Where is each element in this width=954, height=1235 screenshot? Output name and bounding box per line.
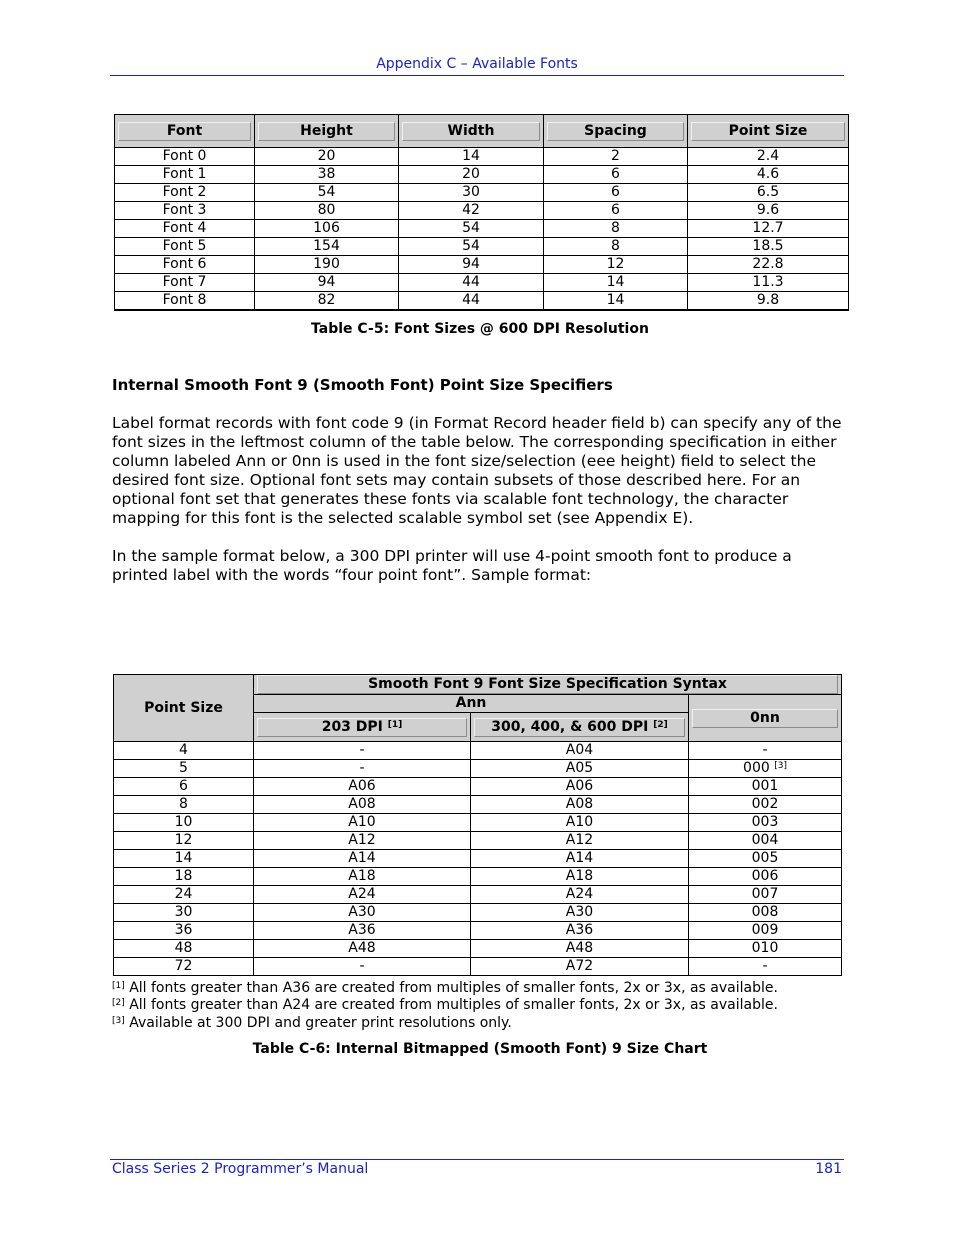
cell: A24: [254, 886, 471, 904]
cell: 22.8: [688, 256, 849, 274]
cell: Font 0: [115, 148, 255, 166]
cell: 18.5: [688, 238, 849, 256]
cell: 24: [114, 886, 254, 904]
section-heading: Internal Smooth Font 9 (Smooth Font) Point Size Specifiers: [112, 376, 613, 394]
cell: 6: [544, 184, 688, 202]
cell: A30: [254, 904, 471, 922]
cell: Font 7: [115, 274, 255, 292]
table-row: [114, 868, 842, 886]
cell: -: [689, 958, 842, 976]
cell: A36: [471, 922, 689, 940]
table-row: [115, 256, 849, 274]
cell: 48: [114, 940, 254, 958]
cell: 14: [399, 148, 544, 166]
table-row: [115, 148, 849, 166]
body-paragraph: Label format records with font code 9 (in Format Record header field b) can specify any of the font sizes in the leftmost column of the table below. The corresponding specification in either column labeled Ann or 0nn is used in the font size/selection (eee height) field to select the desired font size. Optional font sets may contain subsets of those described here. For an optional font set that generates these fonts via scalable font technology, the character mapping for this font is the selected scalable symbol set (see Appendix E).: [112, 414, 842, 527]
table-caption: Table C-5: Font Sizes @ 600 DPI Resolution: [311, 321, 649, 337]
cell: 6: [544, 202, 688, 220]
body-paragraph: In the sample format below, a 300 DPI printer will use 4-point smooth font to produce a printed label with the words “four point font”. Sample format:: [112, 547, 792, 584]
cell: 6: [544, 166, 688, 184]
cell: A12: [254, 832, 471, 850]
cell: 72: [114, 958, 254, 976]
smooth-font-size-table: [113, 674, 842, 976]
cell: 94: [255, 274, 399, 292]
cell: A14: [471, 850, 689, 868]
cell: 54: [255, 184, 399, 202]
cell: 80: [255, 202, 399, 220]
cell: Font 8: [115, 292, 255, 311]
font-sizes-table: [114, 114, 849, 311]
column-group-header: Smooth Font 9 Font Size Specification Syntax: [254, 675, 842, 695]
footer-rule: [110, 1159, 844, 1160]
cell: A10: [254, 814, 471, 832]
cell: A06: [254, 778, 471, 796]
column-header: Font: [115, 115, 255, 148]
table-row: [114, 886, 842, 904]
cell: 12: [114, 832, 254, 850]
cell: 008: [689, 904, 842, 922]
cell: Font 4: [115, 220, 255, 238]
cell: 82: [255, 292, 399, 311]
table-row: [115, 220, 849, 238]
cell: A24: [471, 886, 689, 904]
cell: A08: [471, 796, 689, 814]
table-row: [114, 958, 842, 976]
cell: Font 3: [115, 202, 255, 220]
cell: 14: [544, 292, 688, 311]
cell: A08: [254, 796, 471, 814]
table-header-row: [114, 675, 842, 695]
table-caption: Table C-6: Internal Bitmapped (Smooth Font) 9 Size Chart: [252, 1041, 708, 1057]
cell: 8: [544, 220, 688, 238]
cell: 010: [689, 940, 842, 958]
column-header-0nn: 0nn: [689, 695, 842, 742]
footer-manual-title: Class Series 2 Programmer’s Manual: [112, 1161, 369, 1177]
table-row: [114, 832, 842, 850]
cell: 004: [689, 832, 842, 850]
cell: 5: [114, 760, 254, 778]
cell: 4.6: [688, 166, 849, 184]
table-row: [114, 778, 842, 796]
cell: 106: [255, 220, 399, 238]
cell: 30: [399, 184, 544, 202]
cell: 42: [399, 202, 544, 220]
cell: 38: [255, 166, 399, 184]
footnote: [1] All fonts greater than A36 are created from multiples of smaller fonts, 2x or 3x, as available.: [112, 980, 778, 996]
cell: A05: [471, 760, 689, 778]
cell: 9.6: [688, 202, 849, 220]
column-header-ann: Ann: [254, 695, 689, 713]
cell: A18: [471, 868, 689, 886]
cell: 007: [689, 886, 842, 904]
cell: 11.3: [688, 274, 849, 292]
cell: 94: [399, 256, 544, 274]
table-row: [115, 166, 849, 184]
cell: Font 5: [115, 238, 255, 256]
table-row: [114, 814, 842, 832]
cell: A48: [254, 940, 471, 958]
running-header: Appendix C – Available Fonts: [376, 56, 578, 72]
table-row: [115, 238, 849, 256]
cell: 44: [399, 292, 544, 311]
cell: 20: [399, 166, 544, 184]
cell: 006: [689, 868, 842, 886]
cell: A36: [254, 922, 471, 940]
cell: A06: [471, 778, 689, 796]
cell: Font 6: [115, 256, 255, 274]
cell: 2: [544, 148, 688, 166]
column-header: Point Size: [688, 115, 849, 148]
cell: -: [254, 760, 471, 778]
cell: 30: [114, 904, 254, 922]
cell: A72: [471, 958, 689, 976]
column-header-203-dpi: 203 DPI [1]: [254, 713, 471, 742]
table-row: [114, 922, 842, 940]
cell: 44: [399, 274, 544, 292]
cell: 14: [544, 274, 688, 292]
cell: 005: [689, 850, 842, 868]
table-row: [114, 904, 842, 922]
cell: -: [254, 958, 471, 976]
column-header: Spacing: [544, 115, 688, 148]
cell: A10: [471, 814, 689, 832]
cell: 18: [114, 868, 254, 886]
table-row: [114, 940, 842, 958]
cell: A14: [254, 850, 471, 868]
cell: 001: [689, 778, 842, 796]
cell: A04: [471, 742, 689, 760]
table-row: [115, 274, 849, 292]
table-row: [114, 760, 842, 778]
cell: 14: [114, 850, 254, 868]
cell: 12.7: [688, 220, 849, 238]
cell: 8: [544, 238, 688, 256]
cell: Font 2: [115, 184, 255, 202]
table-row: [114, 796, 842, 814]
page-number: 181: [815, 1161, 842, 1177]
table-row: [115, 184, 849, 202]
cell: 10: [114, 814, 254, 832]
cell: -: [254, 742, 471, 760]
table-header-row: [115, 115, 849, 148]
cell: 009: [689, 922, 842, 940]
column-header: Width: [399, 115, 544, 148]
cell: 2.4: [688, 148, 849, 166]
cell: Font 1: [115, 166, 255, 184]
cell: 154: [255, 238, 399, 256]
cell: 6.5: [688, 184, 849, 202]
cell: A30: [471, 904, 689, 922]
table-row: [115, 202, 849, 220]
column-header-point-size: Point Size: [114, 675, 254, 742]
column-header-300-600-dpi: 300, 400, & 600 DPI [2]: [471, 713, 689, 742]
cell: 9.8: [688, 292, 849, 311]
cell: 6: [114, 778, 254, 796]
cell: A12: [471, 832, 689, 850]
cell: 12: [544, 256, 688, 274]
table-row: [114, 850, 842, 868]
cell: 8: [114, 796, 254, 814]
cell: -: [689, 742, 842, 760]
table-row: [115, 292, 849, 311]
header-rule: [110, 75, 844, 76]
cell: 000 [3]: [689, 760, 842, 778]
column-header: Height: [255, 115, 399, 148]
cell: 003: [689, 814, 842, 832]
cell: 36: [114, 922, 254, 940]
cell: A48: [471, 940, 689, 958]
cell: 54: [399, 220, 544, 238]
cell: 20: [255, 148, 399, 166]
cell: A18: [254, 868, 471, 886]
cell: 4: [114, 742, 254, 760]
footnote: [2] All fonts greater than A24 are created from multiples of smaller fonts, 2x or 3x, as available.: [112, 997, 778, 1013]
cell: 54: [399, 238, 544, 256]
cell: 002: [689, 796, 842, 814]
footnote: [3] Available at 300 DPI and greater print resolutions only.: [112, 1015, 512, 1031]
table-row: [114, 742, 842, 760]
cell: 190: [255, 256, 399, 274]
